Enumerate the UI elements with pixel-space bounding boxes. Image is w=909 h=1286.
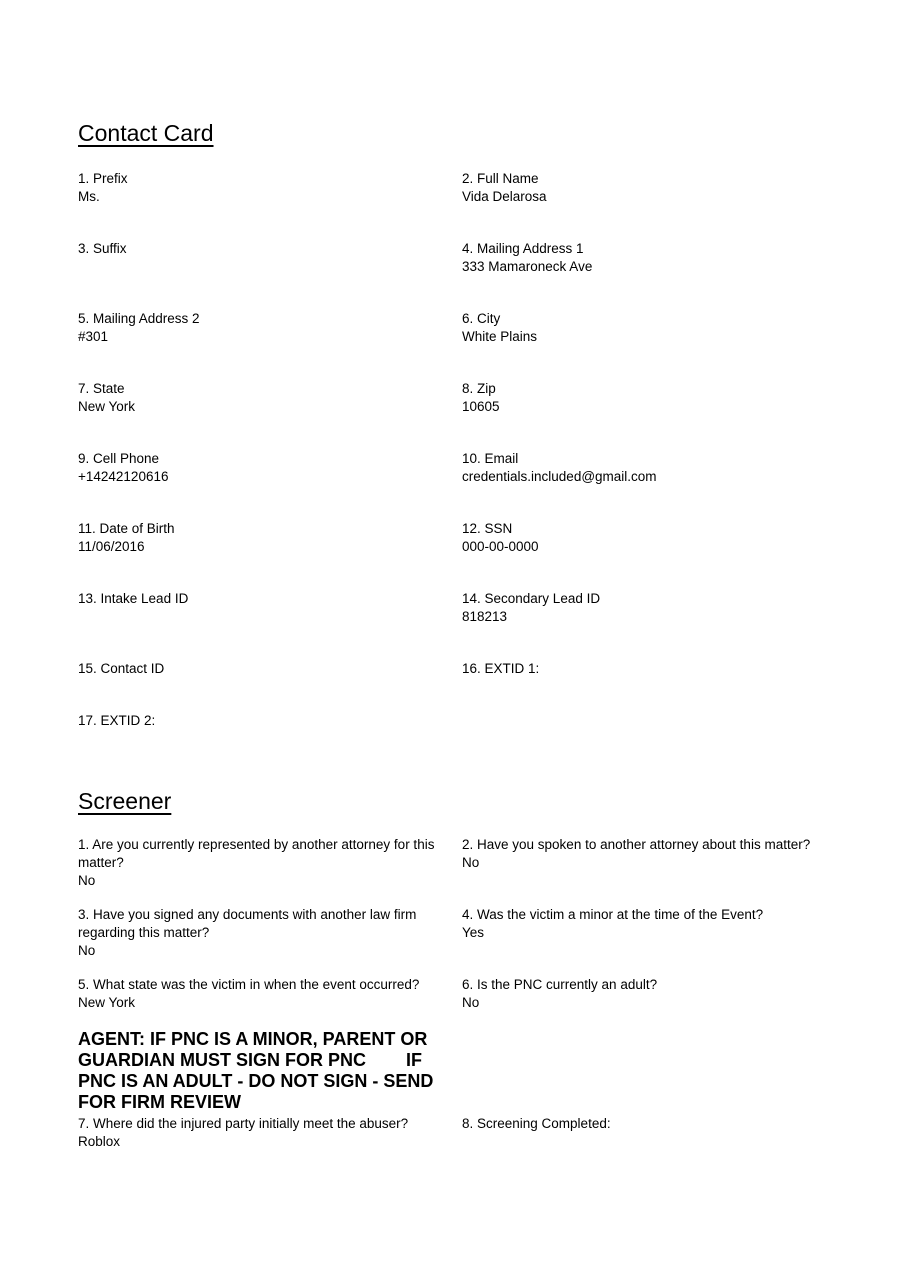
contact-card-section-title: Contact Card	[78, 120, 214, 146]
contact-field	[78, 712, 462, 730]
contact-field	[78, 240, 462, 276]
field-value: #301	[78, 329, 109, 344]
field-label: 13. Intake Lead ID	[78, 591, 189, 606]
question-answer: Yes	[462, 925, 485, 940]
field-label: 8. Zip	[462, 381, 496, 396]
contact-field	[78, 660, 462, 678]
field-label: 11. Date of Birth	[78, 521, 175, 536]
field-value: +14242120616	[78, 469, 169, 484]
field-label: 14. Secondary Lead ID	[462, 591, 601, 606]
screener-question	[462, 1115, 830, 1151]
contact-card-fields	[78, 170, 830, 730]
screener-question	[462, 976, 830, 1012]
field-label: 5. Mailing Address 2	[78, 311, 200, 326]
screener-questions	[78, 836, 830, 1151]
field-label: 3. Suffix	[78, 241, 127, 256]
field-value: New York	[78, 399, 136, 414]
contact-field	[462, 590, 830, 626]
field-value: 818213	[462, 609, 508, 624]
contact-field	[78, 450, 462, 486]
question-label: 2. Have you spoken to another attorney about this matter?	[462, 837, 811, 852]
question-answer: No	[78, 943, 96, 958]
field-value: White Plains	[462, 329, 538, 344]
contact-field	[462, 520, 830, 556]
screener-question-row	[78, 836, 830, 890]
field-label: 15. Contact ID	[78, 661, 165, 676]
question-answer: No	[462, 995, 480, 1010]
question-label: 6. Is the PNC currently an adult?	[462, 977, 658, 992]
screener-question	[462, 836, 830, 890]
contact-field	[462, 240, 830, 276]
screener-question	[78, 1115, 462, 1151]
screener-section-title: Screener	[78, 788, 172, 814]
agent-instruction-notice: AGENT: IF PNC IS A MINOR, PARENT OR GUARDIAN MUST SIGN FOR PNC IF PNC IS AN ADULT - DO NOT SIGN - SEND FOR FIRM REVIEW	[78, 1029, 439, 1112]
field-label: 12. SSN	[462, 521, 513, 536]
contact-field	[462, 310, 830, 346]
field-value: Ms.	[78, 189, 100, 204]
contact-field	[78, 380, 462, 416]
field-value: 11/06/2016	[78, 539, 145, 554]
field-label: 2. Full Name	[462, 171, 539, 186]
field-value: Vida Delarosa	[462, 189, 547, 204]
question-label: 5. What state was the victim in when the event occurred?	[78, 977, 420, 992]
field-label: 4. Mailing Address 1	[462, 241, 584, 256]
screener-question	[78, 836, 462, 890]
contact-field	[462, 450, 830, 486]
contact-field	[462, 660, 830, 678]
contact-field	[462, 380, 830, 416]
field-label: 16. EXTID 1:	[462, 661, 540, 676]
screener-question	[462, 906, 830, 960]
question-label: 7. Where did the injured party initially meet the abuser?	[78, 1116, 409, 1131]
screener-question-row	[78, 976, 830, 1012]
screener-question-row	[78, 906, 830, 960]
question-answer: New York	[78, 995, 136, 1010]
contact-field	[78, 310, 462, 346]
field-value: 000-00-0000	[462, 539, 539, 554]
question-label: 3. Have you signed any documents with another law firm regarding this matter?	[78, 907, 417, 940]
contact-field	[462, 170, 830, 206]
screener-question-row	[78, 1115, 830, 1151]
contact-field	[78, 520, 462, 556]
field-label: 6. City	[462, 311, 501, 326]
field-label: 17. EXTID 2:	[78, 713, 156, 728]
field-label: 1. Prefix	[78, 171, 128, 186]
field-value: 333 Mamaroneck Ave	[462, 259, 593, 274]
question-answer: No	[462, 855, 480, 870]
field-label: 9. Cell Phone	[78, 451, 160, 466]
question-answer: No	[78, 873, 96, 888]
field-label: 7. State	[78, 381, 125, 396]
screener-question	[78, 906, 462, 960]
contact-field	[78, 170, 462, 206]
field-label: 10. Email	[462, 451, 519, 466]
contact-field	[78, 590, 462, 626]
question-label: 1. Are you currently represented by another attorney for this matter?	[78, 837, 435, 870]
question-label: 4. Was the victim a minor at the time of the Event?	[462, 907, 764, 922]
field-value: 10605	[462, 399, 500, 414]
screener-question	[78, 976, 462, 1012]
field-value: credentials.included@gmail.com	[462, 469, 657, 484]
question-label: 8. Screening Completed:	[462, 1116, 611, 1131]
question-answer: Roblox	[78, 1134, 121, 1149]
